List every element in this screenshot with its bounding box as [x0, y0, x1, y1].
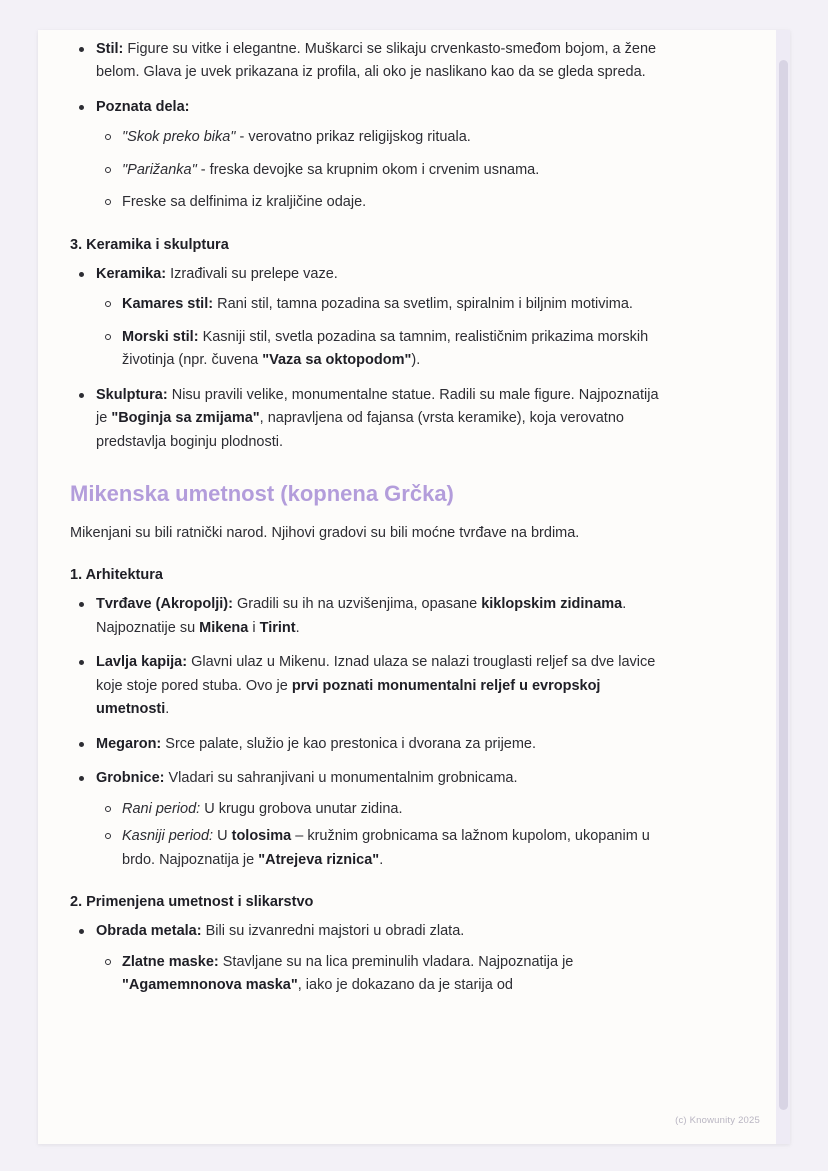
- sublist-item-kasniji-period: [96, 825, 670, 872]
- sublist-item-zlatne-maske-text: Stavljane su na lica preminulih vladara. Najpoznatija je: [218, 953, 574, 970]
- sublist-item-kasniji-period-text: U: [213, 828, 232, 845]
- heading-mikenska-umetnost: Mikenska umetnost (kopnena Grčka): [70, 481, 454, 507]
- list-item-skulptura: [70, 384, 670, 454]
- list-item-megaron-label: Megaron:: [96, 735, 162, 752]
- list-item-grobnice-label: Grobnice:: [96, 770, 165, 787]
- list-item-tvrdjave-text2: . Najpoznatije su: [96, 596, 627, 636]
- sublist-item-rani-period: [96, 798, 670, 821]
- sublist-item-zlatne-maske: [96, 951, 670, 998]
- term-kiklopske-zidine: kiklopskim zidinama: [481, 596, 623, 613]
- work-title-skok-preko-bika: "Skok preko bika": [122, 129, 236, 146]
- list-item-keramika: [70, 263, 670, 373]
- page-scrollbar-thumb[interactable]: [779, 60, 788, 1110]
- list-stil-poznata-dela: [70, 38, 670, 215]
- list-item-keramika-label: Keramika:: [96, 265, 167, 282]
- list-item-obrada-metala: [70, 920, 670, 997]
- list-item-stil-text: Figure su vitke i elegantne. Muškarci se slikaju crvenkasto-smeđom bojom, a žene belom. Glava je uvek prikazana iz profila, ali oko je naslikano kao da se gleda spreda.: [96, 41, 657, 81]
- paragraph-mikenjani: Mikenjani su bili ratnički narod. Njihovi gradovi su bili moćne tvrđave na brdima.: [70, 524, 580, 541]
- heading-arhitektura: 1. Arhitektura: [70, 567, 163, 584]
- place-mikena: Mikena: [199, 619, 249, 636]
- work-title-parizanka: "Parižanka": [122, 161, 197, 178]
- list-item-stil-label: Stil:: [96, 41, 124, 57]
- sublist-item-kasniji-period-text3: .: [379, 851, 384, 868]
- list-item-stil: [70, 38, 670, 85]
- list-item-lavlja-kapija-text-tail: .: [165, 701, 170, 718]
- sublist-zlatne-maske: [96, 951, 670, 998]
- heading-keramika-i-skulptura: 3. Keramika i skulptura: [70, 236, 229, 253]
- sublist-item-kamares-stil: [96, 293, 670, 316]
- document-body: [70, 38, 670, 1009]
- list-item-obrada-metala-text: Bili su izvanredni majstori u obradi zlata.: [201, 923, 465, 940]
- sublist-item-kamares-text: Rani stil, tamna pozadina sa svetlim, spiralnim i biljnim motivima.: [213, 296, 633, 313]
- term-tolosi: tolosima: [231, 828, 292, 845]
- list-item-tvrdjave-label: Tvrđave (Akropolji):: [96, 596, 233, 613]
- place-tirint: Tirint: [259, 619, 296, 636]
- list-item-lavlja-kapija: [70, 651, 670, 721]
- sublist-item-morski-text: Kasniji stil, svetla pozadina sa tamnim, realističnim prikazima morskih životinja (npr. čuvena: [122, 328, 649, 369]
- sublist-item-kasniji-period-text2: – kružnim grobnicama sa lažnom kupolom, ukopanim u brdo. Najpoznatija je: [122, 828, 650, 868]
- list-item-obrada-metala-label: Obrada metala:: [96, 923, 202, 940]
- page-content-area: [38, 30, 750, 1144]
- list-item-skulptura-text: Nisu pravili velike, monumentalne statue. Radili su male figure. Najpoznatija je: [96, 386, 659, 427]
- sublist-item-parizanka: [96, 159, 670, 182]
- sublist-item-parizanka-text: - freska devojke sa krupnim okom i crvenim usnama.: [196, 161, 540, 178]
- sublist-item-morski-label: Morski stil:: [122, 328, 199, 345]
- list-item-megaron-text: Srce palate, služio je kao prestonica i dvorana za prijeme.: [161, 735, 537, 752]
- list-item-grobnice: [70, 767, 670, 872]
- list-item-grobnice-text: Vladari su sahranjivani u monumentalnim grobnicama.: [164, 770, 518, 787]
- sublist-keramika-stilovi: [96, 293, 670, 372]
- list-item-tvrdjave-text: Gradili su ih na uzvišenjima, opasane: [232, 596, 482, 613]
- list-item-tvrdjave: [70, 593, 670, 640]
- term-prvi-monumentalni-reljef: prvi poznati monumentalni reljef u evropskoj umetnosti: [96, 677, 601, 718]
- sublist-item-freske-text: Freske sa delfinima iz kraljičine odaje.: [122, 194, 367, 211]
- list-item-skulptura-label: Skulptura:: [96, 386, 168, 403]
- sublist-item-skok-preko-bika: [96, 126, 670, 149]
- page-scrollbar-track[interactable]: [776, 30, 790, 1144]
- work-title-boginja-sa-zmijama: "Boginja sa zmijama": [111, 410, 260, 427]
- list-arhitektura: [70, 593, 670, 872]
- heading-primenjena-umetnost: 2. Primenjena umetnost i slikarstvo: [70, 894, 314, 911]
- sublist-poznata-dela: [96, 126, 670, 214]
- list-item-poznata-dela-label: Poznata dela:: [96, 98, 190, 115]
- list-item-lavlja-kapija-label: Lavlja kapija:: [96, 654, 188, 671]
- sublist-item-kamares-label: Kamares stil:: [122, 296, 214, 313]
- list-item-megaron: [70, 733, 670, 756]
- document-page: [38, 30, 790, 1144]
- list-item-poznata-dela: [70, 96, 670, 215]
- list-item-tvrdjave-text3: i: [248, 619, 260, 636]
- work-title-atrejeva-riznica: "Atrejeva riznica": [258, 851, 380, 868]
- sublist-item-skok-text: - verovatno prikaz religijskog rituala.: [235, 129, 471, 146]
- list-keramika-skulptura: [70, 263, 670, 454]
- work-title-vaza-sa-oktopodom: "Vaza sa oktopodom": [262, 352, 412, 369]
- list-item-lavlja-kapija-text: Glavni ulaz u Mikenu. Iznad ulaza se nalazi trouglasti reljef sa dve lavice koje stoje pored stuba. Ovo je: [96, 654, 656, 694]
- list-primenjena-umetnost: [70, 920, 670, 997]
- sublist-item-rani-period-text: U krugu grobova unutar zidina.: [200, 800, 403, 817]
- sublist-item-zlatne-maske-text-tail: , iako je dokazano da je starija od: [297, 977, 513, 994]
- watermark-copyright: (c) Knowunity 2025: [675, 1115, 760, 1126]
- sublist-item-zlatne-maske-label: Zlatne maske:: [122, 953, 219, 970]
- sublist-item-kasniji-period-label: Kasniji period:: [122, 828, 214, 845]
- sublist-grobnice-periodi: [96, 798, 670, 872]
- work-title-agamemnonova-maska: "Agamemnonova maska": [122, 977, 298, 994]
- list-item-tvrdjave-text4: .: [295, 619, 300, 636]
- sublist-item-morski-stil: [96, 326, 670, 373]
- sublist-item-rani-period-label: Rani period:: [122, 800, 201, 817]
- list-item-skulptura-text-tail: , napravljena od fajansa (vrsta keramike), koja verovatno predstavlja boginju plodnosti.: [96, 410, 624, 450]
- sublist-item-morski-text-tail: ).: [411, 352, 421, 369]
- list-item-keramika-text: Izrađivali su prelepe vaze.: [166, 265, 338, 282]
- sublist-item-freske-delfini: [96, 191, 670, 214]
